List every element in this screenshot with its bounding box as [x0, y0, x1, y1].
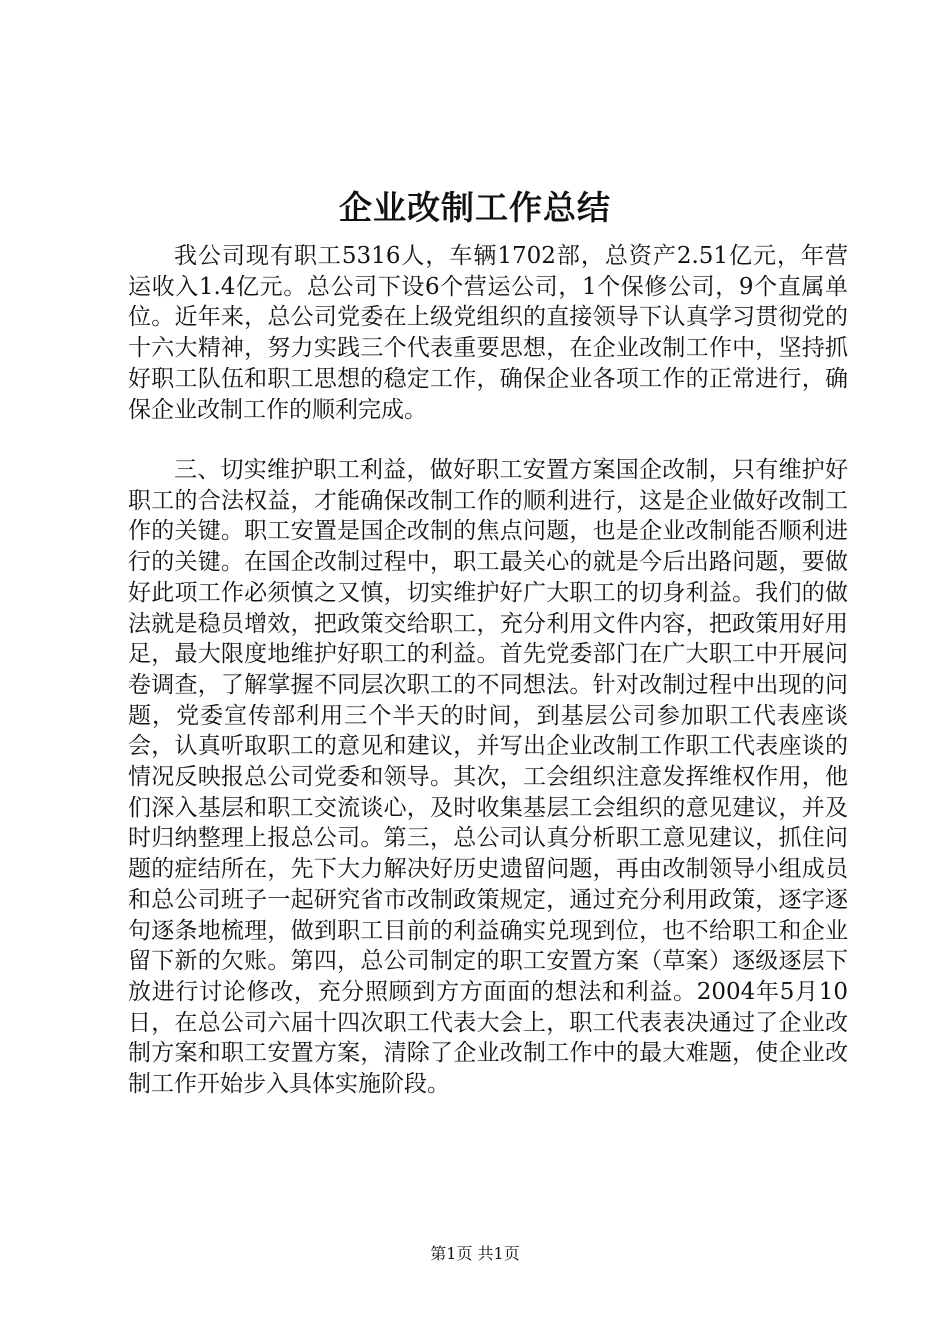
body-paragraph-section-three: 三、切实维护职工利益，做好职工安置方案国企改制，只有维护好职工的合法权益，才能确保改制工作的顺利进行，这是企业做好改制工作的关键。职工安置是国企改制的焦点问题，也是企业改制能否顺利进行的关键。在国企改制过程中，职工最关心的就是今后出路问题，要做好此项工作必须慎之又慎，切实维护好广大职工的切身利益。我们的做法就是稳员增效，把政策交给职工，充分利用文件内容，把政策用好用足，最大限度地维护好职工的利益。首先党委部门在广大职工中开展问卷调查，了解掌握不同层次职工的不同想法。针对改制过程中出现的问题，党委宣传部利用三个半天的时间，到基层公司参加职工代表座谈会，认真听取职工的意见和建议，并写出企业改制工作职工代表座谈的情况反映报总公司党委和领导。其次，工会组织注意发挥维权作用，他们深入基层和职工交流谈心，及时收集基层工会组织的意见建议，并及时归纳整理上报总公司。第三，总公司认真分析职工意见建议，抓住问题的症结所在，先下大力解决好历史遗留问题，再由改制领导小组成员和总公司班子一起研究省市改制政策规定，通过充分利用政策，逐字逐句逐条地梳理，做到职工目前的利益确实兑现到位，也不给职工和企业留下新的欠账。第四，总公司制定的职工安置方案（草案）逐级逐层下放进行讨论修改，充分照顾到方方面面的想法和利益。2004年5月10日，在总公司六届十四次职工代表大会上，职工代表表决通过了企业改制方案和职工安置方案，清除了企业改制工作中的最大难题，使企业改制工作开始步入具体实施阶段。: [128, 457, 848, 1098]
body-paragraph-intro: 我公司现有职工5316人，车辆1702部，总资产2.51亿元，年营运收入1.4亿元。总公司下设6个营运公司，1个保修公司，9个直属单位。近年来，总公司党委在上级党组织的直接领导下认真学习贯彻党的十六大精神，努力实践三个代表重要思想，在企业改制工作中，坚持抓好职工队伍和职工思想的稳定工作，确保企业各项工作的正常进行，确保企业改制工作的顺利完成。: [128, 243, 848, 423]
page-number-footer: 第1页 共1页: [430, 1244, 520, 1263]
document-title: 企业改制工作总结: [339, 188, 611, 227]
